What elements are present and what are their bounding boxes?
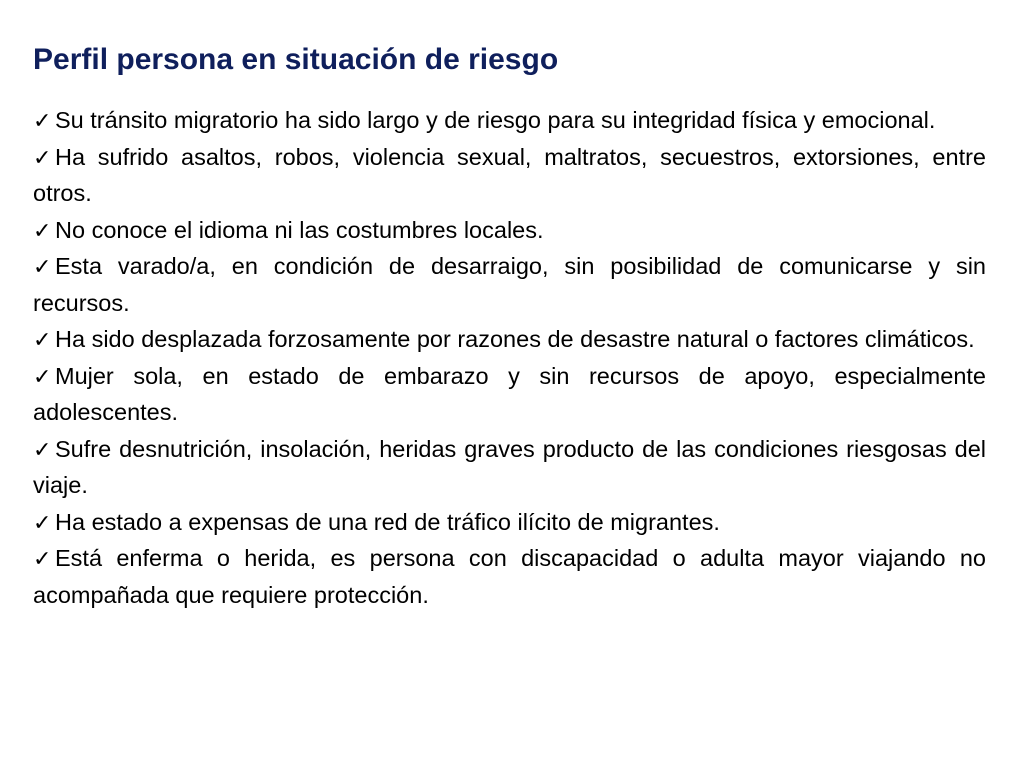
check-mark-icon: ✓ <box>33 144 52 170</box>
check-mark-icon: ✓ <box>33 363 52 389</box>
check-mark-icon: ✓ <box>33 546 52 571</box>
list-item <box>33 540 986 613</box>
check-mark-icon: ✓ <box>33 509 52 535</box>
list-item-text: Esta varado/a, en condición de desarraigo, sin posibilidad de comunicarse y sin recursos. <box>33 253 986 316</box>
check-mark-icon: ✓ <box>33 436 52 462</box>
list-item <box>33 139 986 212</box>
list-item <box>33 431 986 504</box>
list-item-text: Ha estado a expensas de una red de tráfico ilícito de migrantes. <box>55 508 720 535</box>
list-item <box>33 321 986 358</box>
list-item-text: Está enferma o herida, es persona con discapacidad o adulta mayor viajando no acompañada que requiere protección. <box>33 545 986 608</box>
list-item-text: Ha sido desplazada forzosamente por razones de desastre natural o factores climáticos. <box>55 326 975 352</box>
list-item-text: Ha sufrido asaltos, robos, violencia sexual, maltratos, secuestros, extorsiones, entre otros. <box>33 143 986 206</box>
check-mark-icon: ✓ <box>33 217 52 243</box>
list-item <box>33 248 986 321</box>
check-mark-icon: ✓ <box>33 108 52 133</box>
list-item-text: Su tránsito migratorio ha sido largo y de riesgo para su integridad física y emocional. <box>55 107 936 133</box>
list-item <box>33 102 986 139</box>
list-item-text: No conoce el idioma ni las costumbres locales. <box>55 216 544 243</box>
slide-title: Perfil persona en situación de riesgo <box>33 43 559 76</box>
check-mark-icon: ✓ <box>33 254 52 279</box>
list-item <box>33 358 986 431</box>
check-mark-icon: ✓ <box>33 327 52 352</box>
list-item-text: Mujer sola, en estado de embarazo y sin recursos de apoyo, especialmente adolescentes. <box>33 362 986 425</box>
list-item-text: Sufre desnutrición, insolación, heridas graves producto de las condiciones riesgosas del viaje. <box>33 435 986 498</box>
list-item <box>33 212 986 249</box>
list-item <box>33 504 986 541</box>
bullet-list <box>33 102 986 613</box>
